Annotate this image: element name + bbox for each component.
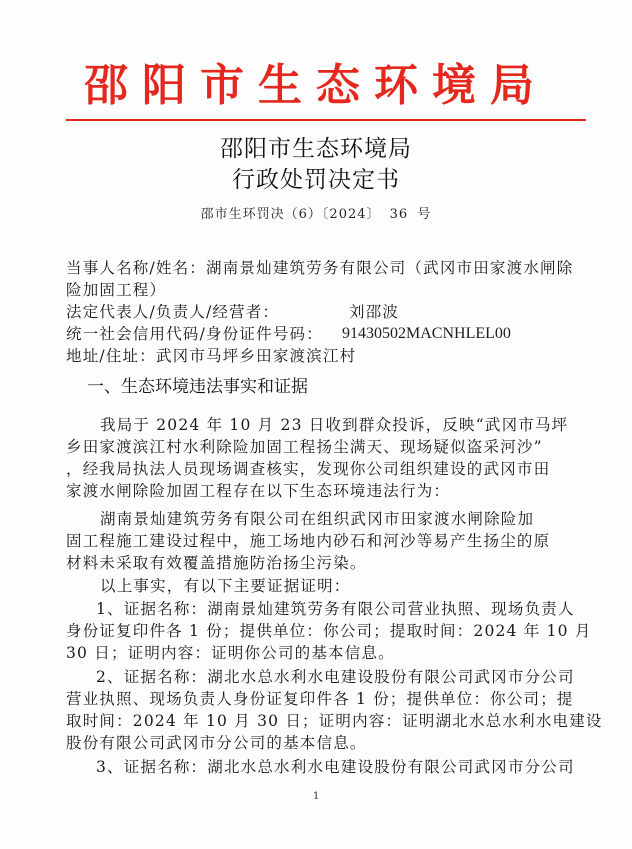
- party-rep-label: 法定代表人/负责人/经营者：: [66, 303, 280, 321]
- letterhead-red-rule: [66, 119, 586, 121]
- para1-line: 乡田家渡滨江村水利除险加固工程扬尘满天、现场疑似盗采河沙”: [66, 438, 543, 456]
- evidence3-line: 3、证据名称：湖北水总水利水电建设股份有限公司武冈市分公司: [96, 758, 575, 776]
- party-name-line: [66, 257, 573, 279]
- evidence1-line: 身份证复印件各 1 份；提供单位：你公司；提取时间：2024 年 10 月: [66, 622, 592, 640]
- evidence1-line: 1、证据名称：湖南景灿建筑劳务有限公司营业执照、现场负责人: [96, 600, 575, 618]
- para2-line: 材料未采取有效覆盖措施防治扬尘污染。: [66, 554, 367, 572]
- section-heading-facts: 一、生态环境违法事实和证据: [87, 377, 308, 397]
- para1-line: ，经我局执法人员现场调查核实，发现你公司组织建设的武冈市田: [66, 460, 551, 478]
- para1-line: 我局于 2024 年 10 月 23 日收到群众投诉，反映“武冈市马坪: [100, 416, 569, 434]
- party-address-value: 武冈市马坪乡田家渡滨江村: [155, 347, 357, 365]
- para2-line: 固工程施工建设过程中，施工场地内砂石和河沙等易产生扬尘的原: [66, 532, 551, 550]
- doc-title-type: 行政处罚决定书: [232, 167, 400, 193]
- para2-line: 湖南景灿建筑劳务有限公司在组织武冈市田家渡水闸除险加: [100, 510, 535, 528]
- evidence2-line: 股份有限公司武冈市分公司的基本信息。: [66, 734, 367, 752]
- page-number: 1: [313, 791, 320, 802]
- party-credit-label: 统一社会信用代码/身份证件号码：: [66, 325, 323, 343]
- doc-number: 邵市生环罚决（6）〔2024〕 36 号: [200, 207, 432, 222]
- party-name-value-cont: 险加固工程）: [66, 281, 167, 299]
- evidence1-line: 30 日；证明内容：证明你公司的基本信息。: [66, 644, 395, 662]
- party-rep-value: 刘邵波: [349, 303, 400, 321]
- party-credit-value: 91430502MACNHLEL00: [342, 325, 511, 342]
- party-address-line: [66, 345, 356, 367]
- letterhead-org-name: 邵阳市生态环境局: [84, 60, 548, 111]
- evidence2-line: 2、证据名称：湖北水总水利水电建设股份有限公司武冈市分公司: [96, 668, 575, 686]
- para1-line: 家渡水闸除险加固工程存在以下生态环境违法行为：: [66, 482, 451, 500]
- para3-line: 以上事实，有以下主要证据证明：: [100, 577, 351, 595]
- doc-title-issuer: 邵阳市生态环境局: [220, 136, 412, 162]
- party-name-value: 湖南景灿建筑劳务有限公司（武冈市田家渡水闸除: [206, 259, 574, 277]
- party-address-label: 地址/住址：: [66, 347, 156, 365]
- evidence2-line: 取时间：2024 年 10 月 30 日；证明内容：证明湖北水总水利水电建设: [66, 712, 603, 730]
- party-name-label: 当事人名称/姓名：: [66, 259, 207, 277]
- evidence2-line: 营业执照、现场负责人身份证复印件各 1 份；提供单位：你公司；提: [66, 690, 574, 708]
